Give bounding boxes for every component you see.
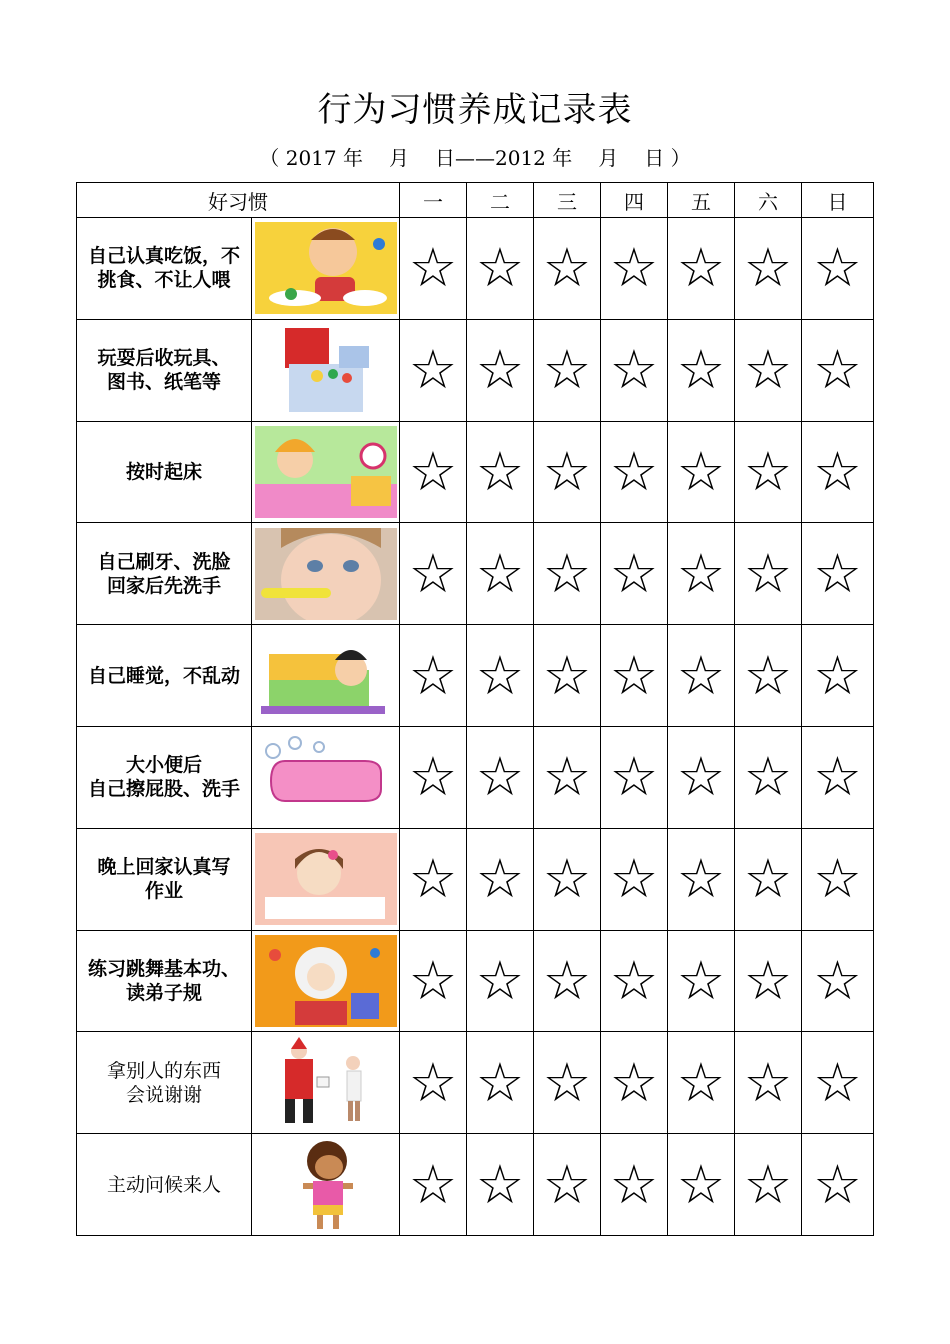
star-icon[interactable]: ☆ (813, 1152, 862, 1216)
star-cell-sat (735, 1032, 802, 1134)
star-cell-tue (467, 421, 534, 523)
table-row (77, 828, 874, 930)
star-icon[interactable]: ☆ (743, 847, 793, 911)
star-icon[interactable]: ☆ (542, 745, 592, 809)
star-icon[interactable]: ☆ (609, 1152, 659, 1216)
receiving-gift-image (255, 1037, 397, 1129)
star-cell-tue (467, 319, 534, 421)
star-cell-sun (802, 523, 874, 625)
star-icon[interactable]: ☆ (676, 948, 726, 1012)
star-icon[interactable]: ☆ (408, 948, 458, 1012)
habit-label (77, 1032, 252, 1134)
page-title: 行为习惯养成记录表 (317, 90, 633, 130)
habit-label-line: 练习跳舞基本功、 (87, 957, 240, 980)
star-icon[interactable]: ☆ (475, 948, 525, 1012)
habit-column-header: 好习惯 (77, 183, 400, 218)
star-icon[interactable]: ☆ (542, 1152, 592, 1216)
star-icon[interactable]: ☆ (609, 745, 659, 809)
homework-image (255, 833, 397, 925)
star-cell-thu (601, 1134, 668, 1236)
star-cell-mon (400, 930, 467, 1032)
habit-label (77, 726, 252, 828)
star-icon[interactable]: ☆ (609, 948, 659, 1012)
habit-label-line: 回家后先洗手 (106, 574, 221, 597)
star-cell-fri (668, 726, 735, 828)
star-icon[interactable]: ☆ (813, 439, 862, 503)
star-icon[interactable]: ☆ (475, 1050, 525, 1114)
star-cell-fri (668, 625, 735, 727)
day-header-sat: 六 (735, 183, 802, 218)
table-row (77, 1134, 874, 1236)
habit-label-line: 拿别人的东西 (106, 1059, 221, 1082)
table-row (77, 726, 874, 828)
star-icon[interactable]: ☆ (475, 745, 525, 809)
date-start-month: 月 (389, 146, 409, 170)
star-cell-sat (735, 1134, 802, 1236)
star-icon[interactable]: ☆ (609, 236, 659, 300)
star-cell-fri (668, 523, 735, 625)
star-cell-sun (802, 319, 874, 421)
star-icon[interactable]: ☆ (542, 541, 592, 605)
star-cell-fri (668, 421, 735, 523)
habit-label-line: 按时起床 (125, 460, 202, 483)
star-cell-wed (534, 421, 601, 523)
star-cell-thu (601, 523, 668, 625)
star-cell-thu (601, 828, 668, 930)
star-icon[interactable]: ☆ (743, 1050, 793, 1114)
star-cell-mon (400, 1032, 467, 1134)
star-icon[interactable]: ☆ (408, 236, 458, 300)
sleeping-child-image (255, 630, 397, 722)
habit-label-line: 自己睡觉，不乱动 (87, 664, 240, 687)
star-cell-mon (400, 828, 467, 930)
habit-picture-cell (252, 1032, 400, 1134)
star-cell-mon (400, 1134, 467, 1236)
star-icon[interactable]: ☆ (542, 1050, 592, 1114)
star-cell-wed (534, 625, 601, 727)
habit-label-line: 大小便后 (125, 754, 202, 777)
star-cell-fri (668, 1032, 735, 1134)
star-cell-sun (802, 625, 874, 727)
star-cell-sun (802, 421, 874, 523)
day-header-sun: 日 (802, 183, 874, 218)
habit-picture-cell (252, 523, 400, 625)
habit-picture-cell (252, 319, 400, 421)
star-cell-wed (534, 523, 601, 625)
star-cell-wed (534, 828, 601, 930)
star-icon[interactable]: ☆ (408, 847, 458, 911)
star-icon[interactable]: ☆ (408, 541, 458, 605)
star-icon[interactable]: ☆ (813, 948, 862, 1012)
star-cell-sun (802, 828, 874, 930)
star-icon[interactable]: ☆ (676, 1050, 726, 1114)
habit-label (77, 319, 252, 421)
star-icon[interactable]: ☆ (475, 643, 525, 707)
star-cell-tue (467, 1134, 534, 1236)
singing-sheep-image (255, 935, 397, 1027)
star-icon[interactable]: ☆ (743, 1152, 793, 1216)
star-icon[interactable]: ☆ (676, 745, 726, 809)
day-header-tue: 二 (467, 183, 534, 218)
star-icon[interactable]: ☆ (676, 1152, 726, 1216)
star-icon[interactable]: ☆ (813, 847, 862, 911)
star-cell-fri (668, 930, 735, 1032)
habit-picture-cell (252, 625, 400, 727)
star-cell-wed (534, 726, 601, 828)
habit-label-line: 玩耍后收玩具、 (97, 347, 231, 370)
day-header-mon: 一 (400, 183, 467, 218)
star-icon[interactable]: ☆ (813, 541, 862, 605)
star-icon[interactable]: ☆ (542, 643, 592, 707)
habit-label-line: 自己认真吃饭，不 (87, 245, 240, 268)
star-cell-thu (601, 930, 668, 1032)
star-cell-tue (467, 828, 534, 930)
star-icon[interactable]: ☆ (542, 439, 592, 503)
star-cell-sun (802, 726, 874, 828)
star-cell-mon (400, 218, 467, 320)
habit-label (77, 1134, 252, 1236)
star-cell-fri (668, 319, 735, 421)
star-icon[interactable]: ☆ (743, 338, 793, 402)
day-header-wed: 三 (534, 183, 601, 218)
habit-label (77, 218, 252, 320)
table-row (77, 625, 874, 727)
star-cell-fri (668, 218, 735, 320)
star-icon[interactable]: ☆ (609, 643, 659, 707)
star-cell-tue (467, 930, 534, 1032)
star-icon[interactable]: ☆ (475, 236, 525, 300)
habit-label-line: 会说谢谢 (125, 1083, 202, 1106)
greeting-girl-image (255, 1139, 397, 1231)
star-cell-fri (668, 1134, 735, 1236)
table-row (77, 319, 874, 421)
table-header-row (77, 183, 874, 218)
star-icon[interactable]: ☆ (609, 541, 659, 605)
star-cell-mon (400, 625, 467, 727)
habit-record-table (76, 182, 874, 1236)
star-cell-tue (467, 625, 534, 727)
star-icon[interactable]: ☆ (743, 948, 793, 1012)
day-header-thu: 四 (601, 183, 668, 218)
star-icon[interactable]: ☆ (676, 236, 726, 300)
star-icon[interactable]: ☆ (609, 439, 659, 503)
star-icon[interactable]: ☆ (609, 1050, 659, 1114)
star-icon[interactable]: ☆ (609, 338, 659, 402)
star-icon[interactable]: ☆ (676, 643, 726, 707)
habit-label-line: 挑食、不让人喂 (97, 269, 231, 292)
star-icon[interactable]: ☆ (743, 439, 793, 503)
star-icon[interactable]: ☆ (408, 643, 458, 707)
star-cell-wed (534, 930, 601, 1032)
star-icon[interactable]: ☆ (743, 541, 793, 605)
star-cell-thu (601, 319, 668, 421)
day-header-fri: 五 (668, 183, 735, 218)
star-icon[interactable]: ☆ (813, 745, 862, 809)
star-icon[interactable]: ☆ (542, 847, 592, 911)
star-cell-sat (735, 523, 802, 625)
star-cell-thu (601, 625, 668, 727)
star-icon[interactable]: ☆ (475, 338, 525, 402)
star-icon[interactable]: ☆ (475, 541, 525, 605)
star-cell-sat (735, 421, 802, 523)
star-icon[interactable]: ☆ (813, 338, 862, 402)
habit-label-line: 主动问候来人 (106, 1173, 221, 1196)
habit-label (77, 930, 252, 1032)
washing-hands-image (255, 731, 397, 823)
star-cell-wed (534, 1032, 601, 1134)
star-cell-sat (735, 218, 802, 320)
table-row (77, 218, 874, 320)
star-icon[interactable]: ☆ (676, 847, 726, 911)
star-icon[interactable]: ☆ (408, 439, 458, 503)
habit-label-line: 晚上回家认真写 (97, 856, 231, 879)
date-end-year: 日——2012 年 (435, 146, 573, 170)
star-icon[interactable]: ☆ (813, 1050, 862, 1114)
star-icon[interactable]: ☆ (475, 1152, 525, 1216)
star-icon[interactable]: ☆ (676, 338, 726, 402)
star-icon[interactable]: ☆ (813, 236, 862, 300)
date-start-year: （ 2017 年 (259, 146, 363, 170)
star-cell-mon (400, 726, 467, 828)
child-eating-image (255, 222, 397, 314)
star-icon[interactable]: ☆ (408, 1050, 458, 1114)
star-cell-tue (467, 523, 534, 625)
star-cell-mon (400, 523, 467, 625)
star-cell-tue (467, 726, 534, 828)
star-cell-sat (735, 828, 802, 930)
toy-box-image (255, 324, 397, 416)
star-cell-tue (467, 218, 534, 320)
star-icon[interactable]: ☆ (408, 1152, 458, 1216)
star-cell-wed (534, 218, 601, 320)
star-icon[interactable]: ☆ (475, 847, 525, 911)
star-cell-sun (802, 218, 874, 320)
waking-up-image (255, 426, 397, 518)
habit-picture-cell (252, 218, 400, 320)
habit-label-line: 读弟子规 (125, 981, 202, 1004)
habit-label-line: 自己刷牙、洗脸 (97, 550, 231, 573)
table-row (77, 421, 874, 523)
date-end-month: 月 (598, 146, 619, 170)
star-icon[interactable]: ☆ (609, 847, 659, 911)
star-icon[interactable]: ☆ (743, 643, 793, 707)
star-icon[interactable]: ☆ (743, 236, 793, 300)
star-cell-sun (802, 1134, 874, 1236)
star-cell-thu (601, 218, 668, 320)
date-range (0, 142, 950, 171)
star-cell-wed (534, 1134, 601, 1236)
habit-label (77, 523, 252, 625)
star-cell-sat (735, 625, 802, 727)
star-cell-thu (601, 1032, 668, 1134)
star-icon[interactable]: ☆ (542, 338, 592, 402)
star-cell-fri (668, 828, 735, 930)
star-icon[interactable]: ☆ (475, 439, 525, 503)
star-cell-sun (802, 1032, 874, 1134)
star-cell-thu (601, 421, 668, 523)
habit-label-line: 自己擦屁股、洗手 (87, 778, 240, 801)
table-row (77, 523, 874, 625)
table-row (77, 930, 874, 1032)
habit-label (77, 421, 252, 523)
star-icon[interactable]: ☆ (743, 745, 793, 809)
habit-picture-cell (252, 930, 400, 1032)
habit-picture-cell (252, 1134, 400, 1236)
habit-label (77, 625, 252, 727)
star-cell-thu (601, 726, 668, 828)
star-cell-sun (802, 930, 874, 1032)
habit-label-line: 作业 (144, 880, 183, 903)
habit-label (77, 828, 252, 930)
star-icon[interactable]: ☆ (676, 541, 726, 605)
star-cell-mon (400, 319, 467, 421)
date-end-day: 日 ） (644, 146, 691, 170)
star-icon[interactable]: ☆ (542, 948, 592, 1012)
habit-picture-cell (252, 421, 400, 523)
star-icon[interactable]: ☆ (813, 643, 862, 707)
habit-picture-cell (252, 828, 400, 930)
table-row (77, 1032, 874, 1134)
star-cell-mon (400, 421, 467, 523)
star-icon[interactable]: ☆ (676, 439, 726, 503)
star-cell-sat (735, 930, 802, 1032)
star-icon[interactable]: ☆ (408, 745, 458, 809)
brushing-teeth-image (255, 528, 397, 620)
star-cell-tue (467, 1032, 534, 1134)
star-icon[interactable]: ☆ (408, 338, 458, 402)
habit-picture-cell (252, 726, 400, 828)
star-cell-sat (735, 319, 802, 421)
star-icon[interactable]: ☆ (542, 236, 592, 300)
star-cell-sat (735, 726, 802, 828)
habit-label-line: 图书、纸笔等 (106, 371, 221, 394)
star-cell-wed (534, 319, 601, 421)
